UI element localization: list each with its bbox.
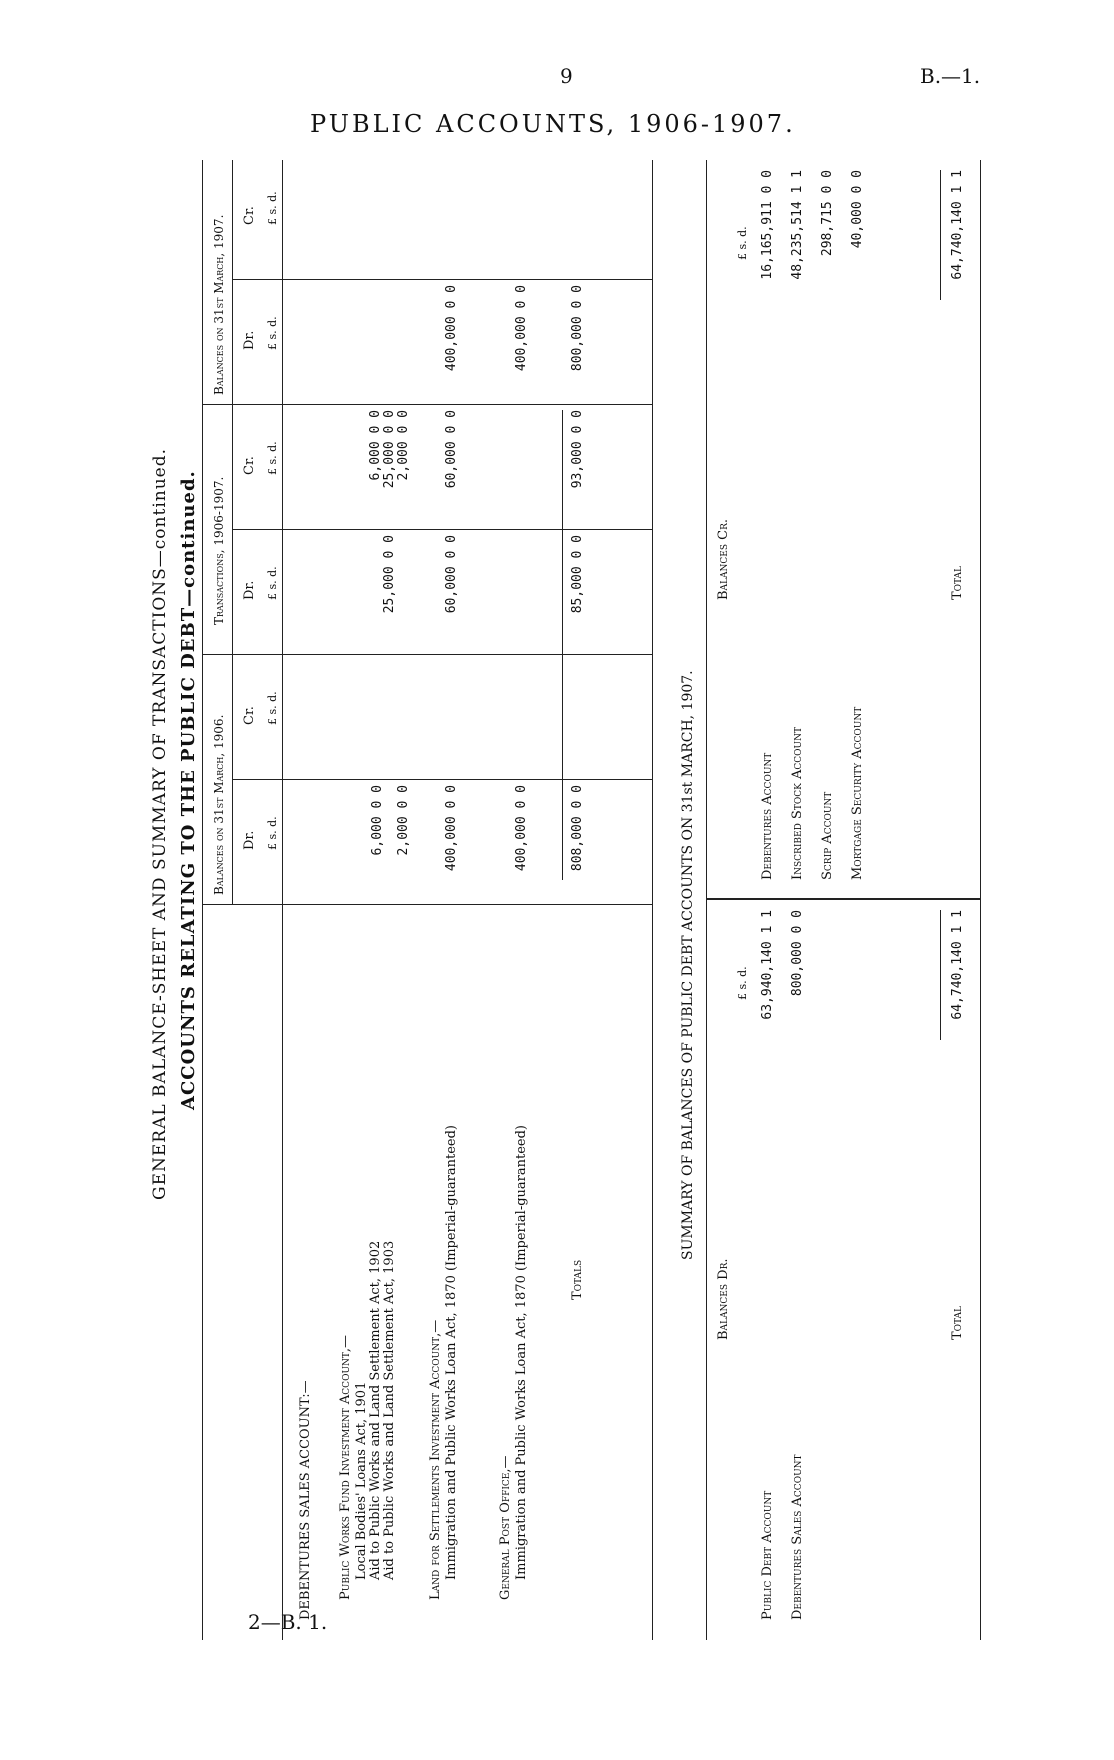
summary-dr-header: Balances Dr. [716,1258,731,1340]
unit-header-2: £ s. d. [266,691,279,725]
table1-top-rule [202,160,203,1640]
summary-dr-label-2: Debentures Sales Account [790,1454,805,1620]
unit-header-1: £ s. d. [266,816,279,850]
gpo-title: General Post Office,— [498,1455,513,1600]
header-balances-1906: Balances on 31st March, 1906. [212,714,226,895]
summary-bottom-rule [980,160,981,1640]
summary-dr-label-1: Public Debt Account [760,1490,775,1620]
rotated-content [150,160,980,1640]
pw-tr-cr-2: 25,000 0 0 [382,410,397,489]
totals-label: Totals [570,1259,585,1300]
col-sep-b1907-drcr [232,279,652,280]
summary-title: SUMMARY OF BALANCES OF PUBLIC DEBT ACCOUNTS ON 31st MARCH, 1907. [680,670,696,1260]
tr-cr-header: Cr. [242,456,257,475]
pw-title: Public Works Fund Investment Account,— [338,1334,353,1600]
unit-header-6: £ s. d. [266,191,279,225]
pw-item-3: Aid to Public Works and Land Settlement Act, 1903 [382,1240,397,1580]
col-sep-b1906 [202,654,652,655]
header-balances-1907: Balances on 31st March, 1907. [212,214,226,395]
summary-cr-total-rule [940,170,941,300]
pw-tr-dr-1: 25,000 0 0 [382,535,397,614]
page-reference: B.—1. [920,64,981,88]
lfs-b1906-dr: 400,000 0 0 [444,785,459,872]
b1907-cr-header: Cr. [242,206,257,225]
tr-dr-header: Dr. [242,580,257,600]
pw-b1906-dr-1: 6,000 0 0 [370,785,385,856]
b1906-cr-header: Cr. [242,706,257,725]
page-number: 9 [560,64,573,88]
summary-cr-label-4: Mortgage Security Account [850,706,865,880]
header-transactions: Transactions, 1906-1907. [212,476,226,625]
summary-cr-header: Balances Cr. [716,518,731,600]
page-title: PUBLIC ACCOUNTS, 1906-1907. [310,110,796,138]
col-sep-tr [202,404,652,405]
summary-cr-total-label: Total [950,565,965,600]
page-footer: 2—B. 1. [248,1610,328,1634]
summary-dr-value-2: 800,000 0 0 [790,910,805,997]
unit-header-3: £ s. d. [266,566,279,600]
totals-rule [562,410,563,880]
table1-bottom-rule [652,160,653,1640]
gpo-item: Immigration and Public Works Loan Act, 1870 (Imperial-guaranteed) [514,1125,529,1580]
tot-b1907-dr: 800,000 0 0 [570,285,585,372]
summary-cr-value-4: 40,000 0 0 [850,170,865,249]
lfs-tr-dr: 60,000 0 0 [444,535,459,614]
gpo-b1907-dr: 400,000 0 0 [514,285,529,372]
lfs-item: Immigration and Public Works Loan Act, 1870 (Imperial-guaranteed) [444,1125,459,1580]
summary-top-rule [706,160,707,1640]
summary-dr-total: 64,740,140 1 1 [950,910,965,1020]
summary-cr-label-3: Scrip Account [820,791,835,880]
summary-cr-label-2: Inscribed Stock Account [790,727,805,880]
summary-dr-unit: £ s. d. [736,966,749,1000]
summary-dr-total-rule [940,910,941,1040]
lfs-tr-cr: 60,000 0 0 [444,410,459,489]
col-sep-tr-drcr [232,529,652,530]
tot-b1906-dr: 808,000 0 0 [570,785,585,872]
tot-tr-cr: 93,000 0 0 [570,410,585,489]
lfs-b1907-dr: 400,000 0 0 [444,285,459,372]
pw-tr-cr-1: 6,000 0 0 [368,410,383,481]
gpo-b1906-dr: 400,000 0 0 [514,785,529,872]
summary-dr-total-label: Total [950,1305,965,1340]
pw-b1906-dr-2: 2,000 0 0 [396,785,411,856]
pw-item-1: Local Bodies' Loans Act, 1901 [354,1381,369,1580]
summary-cr-unit: £ s. d. [736,226,749,260]
pw-item-2: Aid to Public Works and Land Settlement Act, 1902 [368,1240,383,1580]
summary-cr-label-1: Debentures Account [760,752,775,880]
heading-line1: GENERAL BALANCE-SHEET AND SUMMARY OF TRANSACTIONS—continued. [150,447,170,1200]
col-sep-b1906-drcr [232,779,652,780]
summary-dr-value-1: 63,940,140 1 1 [760,910,775,1020]
summary-cr-total: 64,740,140 1 1 [950,170,965,280]
lfs-title: Land for Settlements Investment Account,— [428,1319,443,1600]
b1906-dr-header: Dr. [242,830,257,850]
unit-header-4: £ s. d. [266,441,279,475]
summary-divider [706,898,980,900]
column-header-rule [282,160,283,1640]
summary-cr-value-1: 16,165,911 0 0 [760,170,775,280]
summary-cr-value-2: 48,235,514 1 1 [790,170,805,280]
tot-tr-dr: 85,000 0 0 [570,535,585,614]
unit-header-5: £ s. d. [266,316,279,350]
summary-cr-value-3: 298,715 0 0 [820,170,835,257]
col-sep-desc [202,904,652,905]
heading-line2: ACCOUNTS RELATING TO THE PUBLIC DEBT—continued. [178,470,199,1110]
group-header-rule [232,160,233,905]
section-title: DEBENTURES SALES ACCOUNT:— [298,1380,313,1620]
pw-tr-cr-3: 2,000 0 0 [396,410,411,481]
b1907-dr-header: Dr. [242,330,257,350]
